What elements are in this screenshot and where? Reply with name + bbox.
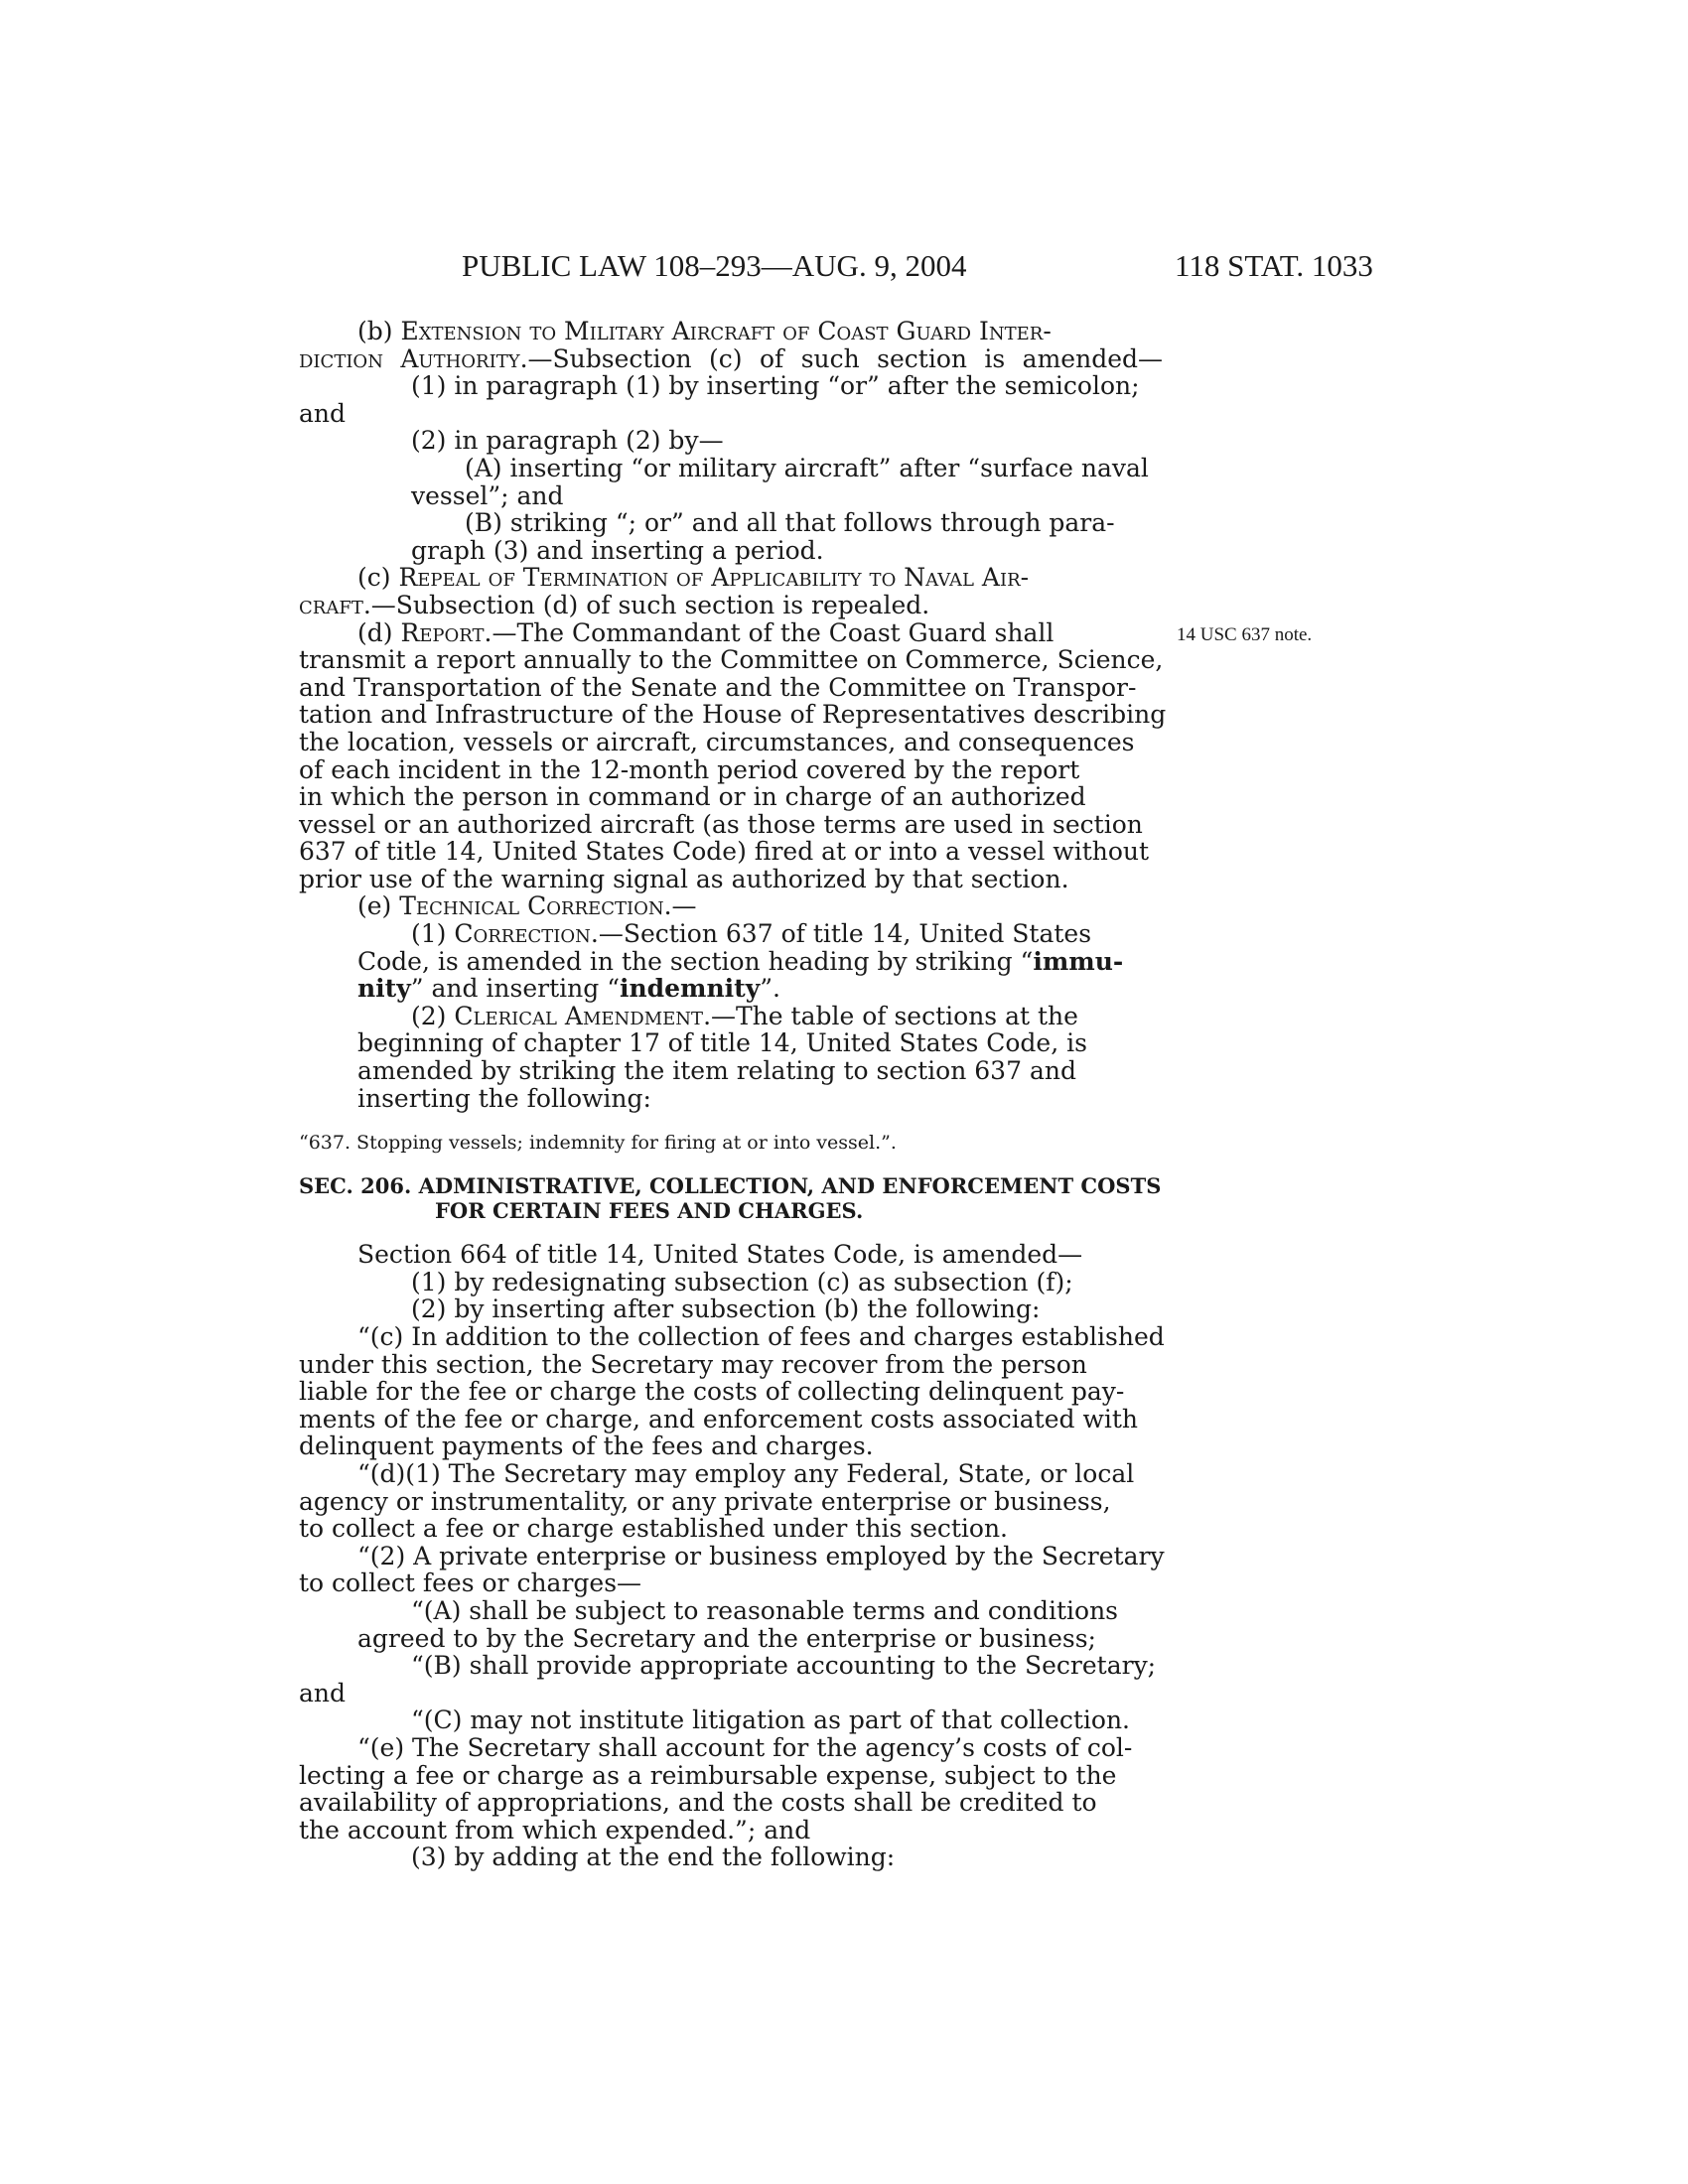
text-line: tation and Infrastructure of the House of Representatives describing	[299, 700, 1167, 730]
text-line: and Transportation of the Senate and the Committee on Transpor-	[299, 672, 1137, 702]
margin-note: 14 USC 637 note.	[1177, 624, 1313, 645]
text-line: of each incident in the 12-month period covered by the report	[299, 754, 1080, 784]
text-line: ments of the fee or charge, and enforcement costs associated with	[299, 1404, 1139, 1433]
text-line: (A) inserting “or military aircraft” after “surface naval	[465, 453, 1149, 482]
text-line: vessel or an authorized aircraft (as those terms are used in section	[299, 809, 1143, 839]
text-line: the location, vessels or aircraft, circumstances, and consequences	[299, 727, 1135, 756]
text-line: craft.—Subsection (d) of such section is repealed.	[299, 590, 930, 619]
subsection-c-heading: (c) Repeal of Termination of Applicability to Naval Air-	[357, 563, 1030, 593]
running-header-stat-page: 118 STAT. 1033	[1175, 248, 1373, 283]
text-line: “(2) A private enterprise or business employed by the Secretary	[357, 1541, 1165, 1570]
subsection-b-heading: (b) Extension to Military Aircraft of Coast Guard Inter-	[357, 317, 1052, 345]
text-line: prior use of the warning signal as authorized by that section.	[299, 864, 1069, 893]
text-line: “(A) shall be subject to reasonable terms and conditions	[411, 1595, 1119, 1625]
paragraph-1-heading: (1) Correction.—Section 637 of title 14, United States	[411, 919, 1092, 949]
text-line: lecting a fee or charge as a reimbursable expense, subject to the	[299, 1760, 1117, 1790]
text-line: amended by striking the item relating to section 637 and	[357, 1056, 1076, 1086]
text-line: (B) striking “; or” and all that follows through para-	[465, 508, 1115, 538]
text-line: and	[299, 398, 347, 428]
text-line: “(C) may not institute litigation as part of that collection.	[411, 1706, 1130, 1735]
text-line: nity” and inserting “indemnity”.	[357, 974, 780, 1004]
text-line: Section 664 of title 14, United States Code, is amended—	[357, 1240, 1083, 1270]
table-of-sections-item: “637. Stopping vessels; indemnity for firing at or into vessel.”.	[299, 1132, 897, 1155]
paragraph-2-heading: (2) Clerical Amendment.—The table of sections at the	[411, 1001, 1078, 1030]
section-206-heading: SEC. 206. ADMINISTRATIVE, COLLECTION, AND ENFORCEMENT COSTS	[299, 1173, 1162, 1199]
text-line: “(e) The Secretary shall account for the agency’s costs of col-	[357, 1732, 1133, 1762]
text-line: “(d)(1) The Secretary may employ any Federal, State, or local	[357, 1458, 1135, 1488]
text-line: agreed to by the Secretary and the enterprise or business;	[357, 1623, 1096, 1653]
text-line: (2) by inserting after subsection (b) the following:	[411, 1295, 1041, 1324]
section-206-heading-cont: FOR CERTAIN FEES AND CHARGES.	[435, 1198, 864, 1224]
text-line: transmit a report annually to the Committee on Commerce, Science,	[299, 645, 1164, 675]
text-line: delinquent payments of the fees and charges.	[299, 1432, 874, 1461]
text-line: diction Authority.—Subsection (c) of such section is amended—	[299, 343, 1163, 373]
text-line: to collect fees or charges—	[299, 1569, 642, 1598]
text-line: to collect a fee or charge established under this section.	[299, 1514, 1009, 1544]
body-text	[299, 317, 1167, 1872]
text-line: beginning of chapter 17 of title 14, United States Code, is	[357, 1028, 1087, 1058]
text-line: Code, is amended in the section heading by striking “immu-	[357, 946, 1124, 976]
text-line: “(B) shall provide appropriate accounting to the Secretary;	[411, 1651, 1157, 1681]
text-line: in which the person in command or in charge of an authorized	[299, 782, 1086, 812]
text-line: (1) by redesignating subsection (c) as subsection (f);	[411, 1267, 1073, 1297]
text-line: (3) by adding at the end the following:	[411, 1843, 896, 1872]
text-line: “(c) In addition to the collection of fees and charges established	[357, 1322, 1165, 1351]
text-line: graph (3) and inserting a period.	[411, 535, 824, 565]
text-line: 637 of title 14, United States Code) fired at or into a vessel without	[299, 837, 1150, 867]
text-line: (1) in paragraph (1) by inserting “or” after the semicolon;	[411, 371, 1140, 401]
subsection-e-heading: (e) Technical Correction.—	[357, 891, 697, 921]
text-line: under this section, the Secretary may recover from the person	[299, 1349, 1087, 1379]
text-line: agency or instrumentality, or any private enterprise or business,	[299, 1486, 1111, 1516]
text-line: the account from which expended.”; and	[299, 1815, 811, 1844]
subsection-d-heading: (d) Report.—The Commandant of the Coast Guard shall	[357, 617, 1055, 647]
running-header-title: PUBLIC LAW 108–293—AUG. 9, 2004	[462, 248, 967, 283]
text-line: (2) in paragraph (2) by—	[411, 426, 724, 456]
text-line: and	[299, 1678, 347, 1707]
text-line: inserting the following:	[357, 1083, 651, 1113]
text-line: availability of appropriations, and the costs shall be credited to	[299, 1788, 1097, 1818]
text-line: vessel”; and	[411, 480, 564, 510]
text-line: liable for the fee or charge the costs of collecting delinquent pay-	[299, 1377, 1125, 1407]
